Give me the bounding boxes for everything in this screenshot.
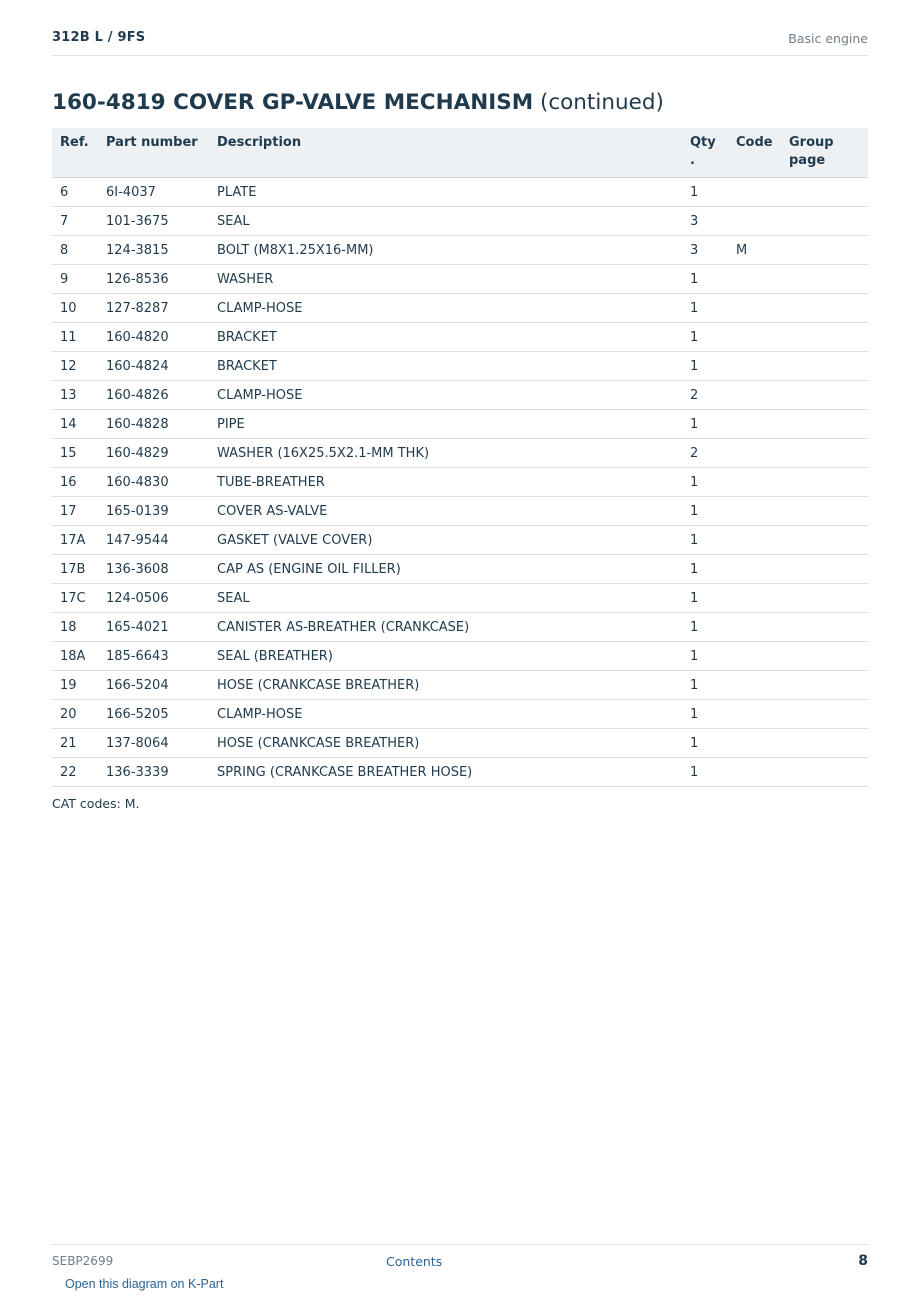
cell-part-number: 136-3608 [98,555,209,584]
table-row [52,381,868,410]
table-row [52,758,868,787]
table-row [52,352,868,381]
cell-qty: 1 [682,526,728,555]
cell-code [728,671,781,700]
col-ref: Ref. [52,128,98,178]
table-row [52,294,868,323]
cell-qty: 1 [682,613,728,642]
cell-description: HOSE (CRANKCASE BREATHER) [209,671,682,700]
cell-code [728,265,781,294]
cell-group-page [781,584,868,613]
parts-table-body [52,178,868,787]
col-group-page: Group page [781,128,868,178]
table-row [52,439,868,468]
table-row [52,468,868,497]
cell-description: BRACKET [209,352,682,381]
cell-ref: 14 [52,410,98,439]
cell-qty: 1 [682,468,728,497]
cell-group-page [781,642,868,671]
cell-description: SEAL [209,584,682,613]
cell-part-number: 126-8536 [98,265,209,294]
cell-code [728,526,781,555]
cell-group-page [781,526,868,555]
cell-code [728,294,781,323]
cell-code [728,729,781,758]
table-row [52,642,868,671]
cell-qty: 1 [682,584,728,613]
cell-group-page [781,700,868,729]
table-row [52,236,868,265]
table-row [52,526,868,555]
model-label: 312B L / 9FS [52,30,146,45]
cell-ref: 17B [52,555,98,584]
cell-ref: 11 [52,323,98,352]
cell-group-page [781,613,868,642]
doc-number: SEBP2699 [52,1254,114,1268]
cell-description: BRACKET [209,323,682,352]
cell-ref: 21 [52,729,98,758]
cell-group-page [781,381,868,410]
cell-code [728,555,781,584]
page-header [52,29,868,56]
cell-description: CLAMP-HOSE [209,294,682,323]
cell-ref: 12 [52,352,98,381]
parts-table [52,128,868,787]
cell-part-number: 185-6643 [98,642,209,671]
table-row [52,671,868,700]
cell-ref: 7 [52,207,98,236]
cell-ref: 16 [52,468,98,497]
table-row [52,584,868,613]
table-row [52,207,868,236]
cell-part-number: 127-8287 [98,294,209,323]
cell-group-page [781,758,868,787]
cell-description: COVER AS-VALVE [209,497,682,526]
cell-ref: 17C [52,584,98,613]
cell-description: WASHER (16X25.5X2.1-MM THK) [209,439,682,468]
cell-code [728,758,781,787]
cell-qty: 1 [682,178,728,207]
cell-group-page [781,729,868,758]
table-row [52,265,868,294]
col-qty: Qty . [682,128,728,178]
cell-group-page [781,671,868,700]
cell-code [728,497,781,526]
table-row [52,729,868,758]
cell-description: PIPE [209,410,682,439]
cell-qty: 1 [682,700,728,729]
cell-code [728,584,781,613]
cell-code: M [728,236,781,265]
cell-description: SPRING (CRANKCASE BREATHER HOSE) [209,758,682,787]
title-suffix: (continued) [533,90,664,115]
page-title [52,90,664,115]
cell-group-page [781,178,868,207]
cell-code [728,323,781,352]
cell-ref: 22 [52,758,98,787]
cell-code [728,410,781,439]
table-row [52,555,868,584]
cell-part-number: 136-3339 [98,758,209,787]
cell-ref: 13 [52,381,98,410]
cell-part-number: 160-4826 [98,381,209,410]
cell-ref: 17A [52,526,98,555]
cell-qty: 1 [682,671,728,700]
page-number: 8 [858,1253,868,1269]
section-label: Basic engine [788,31,868,46]
cell-part-number: 165-0139 [98,497,209,526]
cell-ref: 10 [52,294,98,323]
cell-part-number: 137-8064 [98,729,209,758]
cell-ref: 8 [52,236,98,265]
cell-description: PLATE [209,178,682,207]
cell-group-page [781,323,868,352]
cell-description: BOLT (M8X1.25X16-MM) [209,236,682,265]
cell-part-number: 160-4830 [98,468,209,497]
table-row [52,178,868,207]
cell-code [728,642,781,671]
cell-code [728,207,781,236]
cell-ref: 6 [52,178,98,207]
cell-code [728,352,781,381]
title-main: 160-4819 COVER GP-VALVE MECHANISM [52,90,534,115]
cell-qty: 1 [682,497,728,526]
cell-qty: 2 [682,439,728,468]
cell-part-number: 160-4824 [98,352,209,381]
cell-part-number: 160-4828 [98,410,209,439]
table-row [52,410,868,439]
cell-qty: 1 [682,729,728,758]
cell-part-number: 160-4820 [98,323,209,352]
cell-qty: 1 [682,642,728,671]
cell-group-page [781,439,868,468]
cell-part-number: 147-9544 [98,526,209,555]
cell-qty: 1 [682,265,728,294]
kpart-diagram-link[interactable]: Open this diagram on K-Part [65,1277,224,1291]
cell-part-number: 101-3675 [98,207,209,236]
cell-ref: 20 [52,700,98,729]
cell-part-number: 6I-4037 [98,178,209,207]
cell-qty: 1 [682,410,728,439]
cell-ref: 18A [52,642,98,671]
cell-description: CANISTER AS-BREATHER (CRANKCASE) [209,613,682,642]
cell-qty: 1 [682,294,728,323]
contents-link[interactable]: Contents [386,1254,443,1269]
table-row [52,700,868,729]
cell-code [728,439,781,468]
cell-code [728,700,781,729]
cat-codes-note: CAT codes: M. [52,796,140,811]
table-header-row [52,128,868,178]
cell-qty: 1 [682,555,728,584]
cell-qty: 2 [682,381,728,410]
cell-description: SEAL [209,207,682,236]
cell-description: CLAMP-HOSE [209,381,682,410]
cell-description: CLAMP-HOSE [209,700,682,729]
cell-part-number: 160-4829 [98,439,209,468]
cell-qty: 3 [682,207,728,236]
cell-qty: 3 [682,236,728,265]
cell-group-page [781,555,868,584]
cell-part-number: 124-0506 [98,584,209,613]
cell-description: TUBE-BREATHER [209,468,682,497]
cell-group-page [781,497,868,526]
cell-group-page [781,265,868,294]
cell-part-number: 124-3815 [98,236,209,265]
cell-part-number: 166-5204 [98,671,209,700]
cell-part-number: 166-5205 [98,700,209,729]
cell-ref: 9 [52,265,98,294]
col-description: Description [209,128,682,178]
cell-qty: 1 [682,352,728,381]
col-part-number: Part number [98,128,209,178]
cell-ref: 19 [52,671,98,700]
cell-group-page [781,468,868,497]
cell-ref: 17 [52,497,98,526]
cell-group-page [781,207,868,236]
cell-description: SEAL (BREATHER) [209,642,682,671]
cell-code [728,468,781,497]
cell-code [728,613,781,642]
cell-ref: 15 [52,439,98,468]
table-row [52,497,868,526]
cell-description: HOSE (CRANKCASE BREATHER) [209,729,682,758]
cell-ref: 18 [52,613,98,642]
cell-group-page [781,294,868,323]
cell-code [728,178,781,207]
col-code: Code [728,128,781,178]
page-footer [52,1244,868,1274]
cell-code [728,381,781,410]
cell-group-page [781,410,868,439]
cell-description: WASHER [209,265,682,294]
cell-part-number: 165-4021 [98,613,209,642]
cell-description: CAP AS (ENGINE OIL FILLER) [209,555,682,584]
cell-description: GASKET (VALVE COVER) [209,526,682,555]
cell-qty: 1 [682,323,728,352]
cell-group-page [781,236,868,265]
cell-qty: 1 [682,758,728,787]
cell-group-page [781,352,868,381]
table-row [52,613,868,642]
table-row [52,323,868,352]
